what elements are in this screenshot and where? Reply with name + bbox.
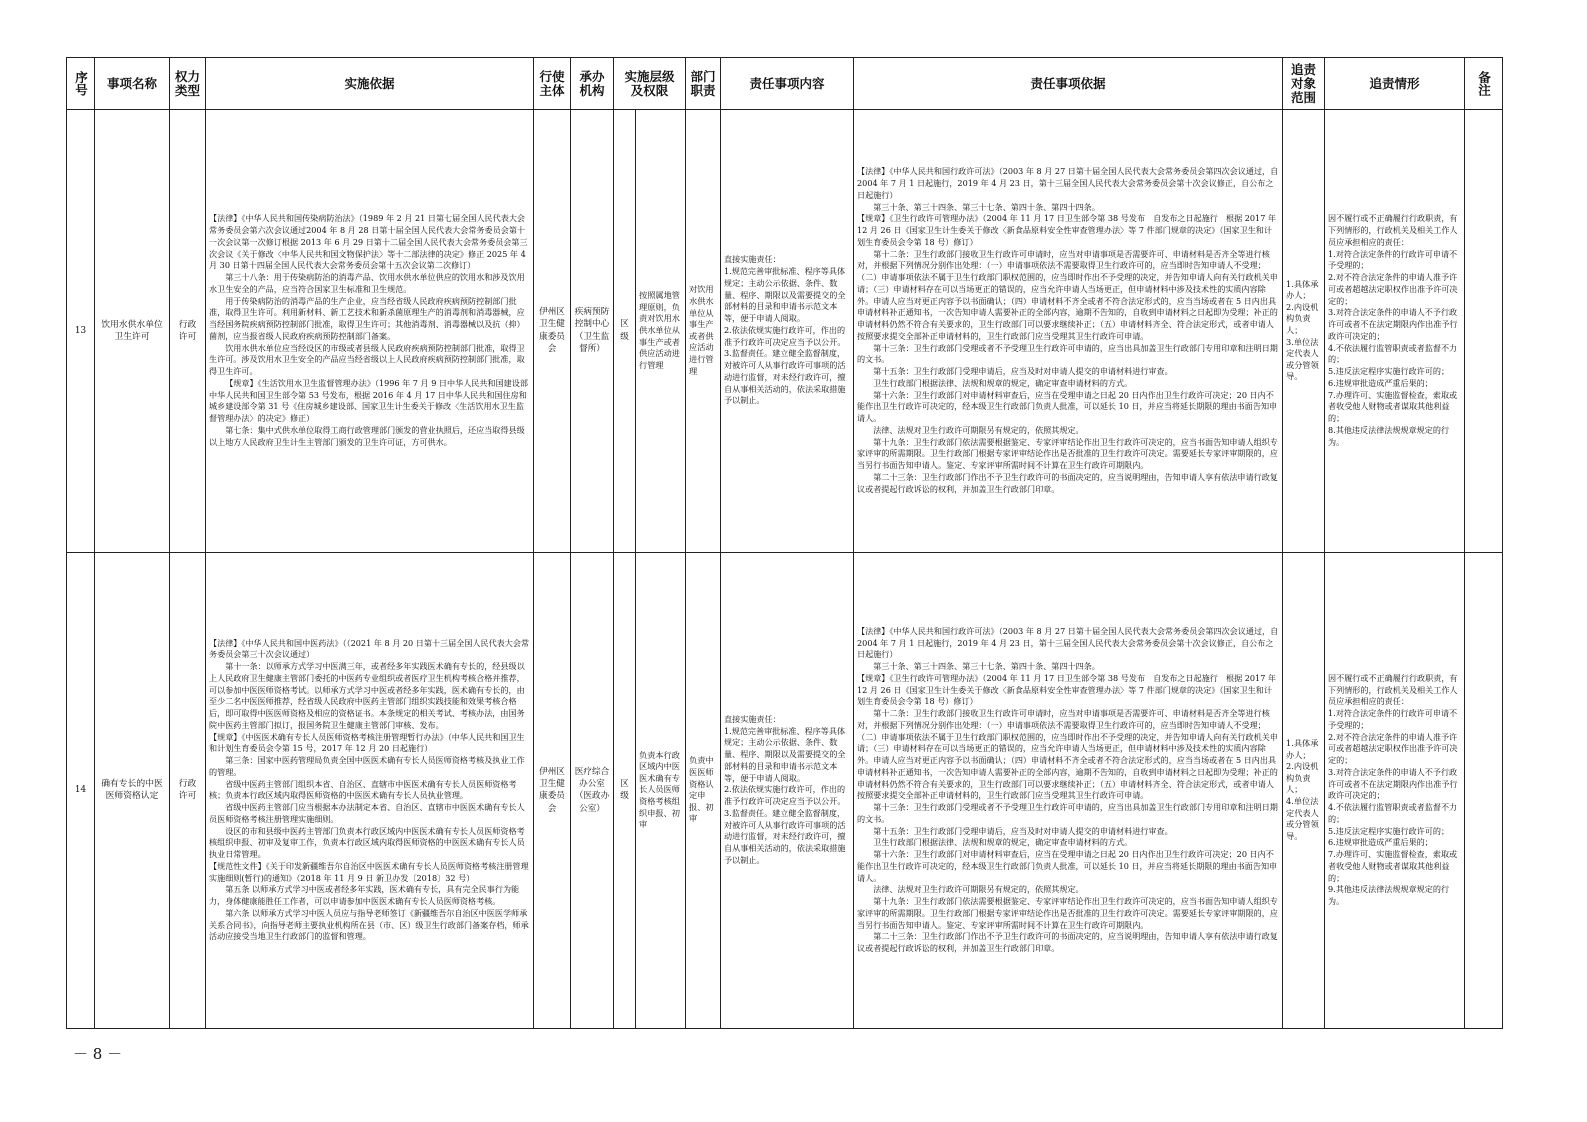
cell-duty: 对饮用水供水单位从事生产或者供应活动进行管理 bbox=[686, 110, 721, 552]
resp-basis-para: 第十九条：卫生行政部门依法需要根据鉴定、专家评审结论作出卫生行政许可决定的，应当书面告知申请人组织专家评审的所需期限。卫生行政部门根据专家评审结论作出是否批准的卫生行政许可决定。需要延长专家评审期限的，应当另行书面告知申请人。鉴定、专家评审所需时间不计算在卫生行政许可期限内。 bbox=[857, 896, 1278, 930]
situation-item: 4.不依法履行监管职责或者监督不力的； bbox=[1328, 342, 1458, 365]
scope-item: 3.单位法定代表人或分管领导。 bbox=[1286, 336, 1319, 382]
content-para: 直接实施责任： bbox=[724, 254, 781, 265]
content-para: 1.规范完善审批标准、程序等具体规定；主动公示依据、条件、数量、程序、期限以及需要提交的全部材料的目录和申请书示范文本等，便于申请人阅取。 bbox=[724, 725, 846, 783]
resp-basis-para: 第十二条：卫生行政部门接收卫生行政许可申请时，应当对申请事项是否需要许可、申请材料是否齐全等进行核对，并根据下列情况分别作出处理：（一）申请事项依法不需要取得卫生行政许可的，应当即时告知申请人不受理；（二）申请事项依法不属于卫生行政部门职权范围的，应当即时作出不予受理的决定，并告知申请人向有关行政机关申请；（三）申请材料存在可以当场更正的错误的，应当允许申请人当场更正，但申请材料中涉及技术性的实质内容除外。申请人应当对更正内容予以书面确认；（四）申请材料不齐全或者不符合法定形式的，应当当场或者在 5 日内出具申请材料补正通知书，一次告知申请人需要补正的全部内容，逾期不告知的，自收到申请材料之日起即为受理；补正的申请材料仍然不符合有关要求的，卫生行政部门可以要求继续补正；（五）申请材料齐全、符合法定形式，或者申请人按照要求提交全部补正申请材料的，卫生行政部门应当受理其卫生行政许可申请。 bbox=[857, 708, 1278, 801]
cell-level: 区级 bbox=[614, 110, 636, 552]
header-row bbox=[67, 58, 1503, 110]
cell-level: 区级 bbox=[614, 552, 636, 1029]
resp-basis-para: 第十九条：卫生行政部门依法需要根据鉴定、专家评审结论作出卫生行政许可决定的，应当书面告知申请人组织专家评审的所需期限。卫生行政部门根据专家评审结论作出是否批准的卫生行政许可决定。需要延长专家评审期限的，应当另行书面告知申请人。鉴定、专家评审所需时间不计算在卫生行政许可期限内。 bbox=[857, 436, 1278, 471]
table-row bbox=[67, 552, 1503, 1029]
cell-type: 行政许可 bbox=[170, 552, 206, 1029]
resp-basis-para: 第三十条、第三十四条、第三十七条、第四十条、第四十四条。 bbox=[873, 661, 1100, 671]
resp-basis-para: 第二十三条：卫生行政部门作出不予卫生行政许可的书面决定的，应当说明理由，告知申请人享有依法申请行政复议或者提起行政诉讼的权利，并加盖卫生行政部门印章。 bbox=[857, 931, 1278, 953]
content-para: 2.依法依规实施行政许可，作出的准予行政许可决定应当予以公开。 bbox=[724, 324, 846, 347]
resp-basis-para: 第十六条：卫生行政部门对申请材料审查后，应当在受理申请之日起 20 日内作出卫生行政许可决定；20 日内不能作出卫生行政许可决定的，经本级卫生行政部门负责人批准，可以延长 10 日，并应当将延长期限的理由书面告知申请人。 bbox=[857, 389, 1278, 424]
cell-org: 疾病预防控制中心（卫生监督所） bbox=[571, 110, 614, 552]
resp-basis-para: 卫生行政部门根据法律、法规和规章的规定，确定审查申请材料的方式。 bbox=[873, 377, 1133, 388]
content-para: 1.规范完善审批标准、程序等具体规定；主动公示依据、条件、数量、程序、期限以及需要提交的全部材料的目录和申请书示范文本等，便于申请人阅取。 bbox=[724, 266, 846, 324]
resp-basis-para: 第十五条：卫生行政部门受理申请后，应当及时对申请人提交的申请材料进行审查。 bbox=[873, 825, 1173, 836]
situation-item: 因不履行或不正确履行行政职责，有下列情形的，行政机关及相关工作人员应承担相应的责任： bbox=[1328, 672, 1458, 707]
basis-para: 【规章】《生活饮用水卫生监督管理办法》（1996 年 7 月 9 日中华人民共和国建设部 中华人民共和国卫生部令第 53 号发布，根据 2016 年 4 月 17 日中华人民共和国住房和城乡建设部令第 31 号《住房城乡建设部、国家卫生计生委关于修改〈生活饮用水卫生监督管理办法〉的决定》修正） bbox=[209, 377, 537, 424]
cell-basis bbox=[206, 110, 537, 552]
resp-basis-para: 第二十三条：卫生行政部门作出不予卫生行政许可的书面决定的，应当说明理由，告知申请人享有依法申请行政复议或者提起行政诉讼的权利，并加盖卫生行政部门印章。 bbox=[857, 471, 1278, 494]
table-row bbox=[67, 110, 1503, 552]
scope-item: 2.内设机构负责人； bbox=[1286, 761, 1319, 795]
cell-content bbox=[721, 552, 854, 1029]
cell-content bbox=[721, 110, 854, 552]
basis-para: 省级中医药主管部门应当根据本办法制定本省、自治区、直辖市中医医术确有专长人员医师资格考核注册管理实施细则。 bbox=[209, 802, 525, 824]
header-basis: 实施依据 bbox=[206, 58, 534, 110]
cell-name: 饮用水供水单位卫生许可 bbox=[95, 110, 170, 552]
situation-item: 6.违规审批造成严重后果的； bbox=[1328, 837, 1433, 848]
basis-para: 第七条：集中式供水单位取得工商行政管理部门颁发的营业执照后，还应当取得县级以上地方人民政府卫生计生主管部门颁发的卫生许可证，方可供水。 bbox=[209, 424, 525, 447]
resp-basis-para: 法律、法规对卫生行政许可期限另有规定的，依照其规定。 bbox=[873, 424, 1084, 435]
page-number: － 8 － bbox=[73, 1045, 123, 1063]
basis-para: 省级中医药主管部门组织本省、自治区、直辖市中医医术确有专长人员医师资格考核；负责本行政区域内取得医师资格的中医医术确有专长人员执业管理。 bbox=[209, 778, 517, 801]
cell-resp-basis bbox=[854, 552, 1283, 1029]
scope-item: 2.内设机构负责人； bbox=[1286, 301, 1319, 335]
content-para: 3.监督责任。建立健全监督制度，对被许可人从事行政许可事项的活动进行监督，对未经行政许可，擅自从事相关活动的，依法采取措施予以制止。 bbox=[724, 807, 846, 865]
basis-para: 【规范性文件】《关于印发新疆维吾尔自治区中医医术确有专长人员医师资格考核注册管理实施细则(暂行)的通知》（2018 年 11 月 9 日 新卫办发〔2018〕32 号） bbox=[209, 860, 529, 883]
cell-authority: 按照属地管理原则，负责对饮用水供水单位从事生产或者供应活动进行管理 bbox=[636, 110, 686, 552]
resp-basis-para: 第十五条：卫生行政部门受理申请后，应当及时对申请人提交的申请材料进行审查。 bbox=[873, 366, 1173, 377]
resp-basis-para: 第十三条：卫生行政部门受理或者不予受理卫生行政许可申请的，应当出具加盖卫生行政部门专用印章和注明日期的文书。 bbox=[857, 802, 1278, 824]
cell-situation bbox=[1325, 110, 1465, 552]
resp-basis-para: 第十六条：卫生行政部门对申请材料审查后，应当在受理申请之日起 20 日内作出卫生行政许可决定；20 日内不能作出卫生行政许可决定的，经本级卫生行政部门负责人批准，可以延长 10 日，并应当将延长期限的理由书面告知申请人。 bbox=[857, 849, 1278, 883]
situation-item: 9.其他违反法律法规规章规定的行为。 bbox=[1328, 884, 1450, 906]
resp-basis-para: 法律、法规对卫生行政许可期限另有规定的，依照其规定。 bbox=[873, 884, 1084, 895]
resp-basis-para: 卫生行政部门根据法律、法规和规章的规定，确定审查申请材料的方式。 bbox=[873, 837, 1133, 848]
basis-para: 【法律】《中华人民共和国传染病防治法》（1989 年 2 月 21 日第七届全国人民代表大会常务委员会第六次会议通过2004 年 8 月 28 日第十届全国人民代表大会常务委员会第十一次会议第一次修订根据 2013 年 6 月 29 日第十二届全国人民代表大会常务委员会第三次会议《关于修改〈中华人民共和国文物保护法〉等十二部法律的决定》修正 2025 年 4 月 30 日第十四届全国人民代表大会常务委员会第十五次会议第二次修订） bbox=[209, 213, 528, 271]
cell-scope bbox=[1283, 110, 1325, 552]
basis-para: 第六条 以师承方式学习中医人员应与指导老师签订《新疆维吾尔自治区中医医学师承关系合同书》，向指导老师主要执业机构所在县（市、区）级卫生行政部门备案存档，师承活动应接受当地卫生行政部门的监督和管理。 bbox=[209, 907, 529, 942]
resp-basis-para: 第十三条：卫生行政部门受理或者不予受理卫生行政许可申请的，应当出具加盖卫生行政部门专用印章和注明日期的文书。 bbox=[857, 342, 1278, 365]
header-situation: 追责情形 bbox=[1325, 58, 1465, 110]
cell-org: 医疗综合办公室（医政办公室） bbox=[571, 552, 614, 1029]
situation-item: 2.对不符合法定条件的申请人准予许可或者超越法定职权作出准予许可决定的； bbox=[1328, 272, 1458, 306]
scope-item: 4.单位法定代表人或分管领导。 bbox=[1286, 796, 1319, 841]
situation-item: 6.违规审批造成严重后果的； bbox=[1328, 377, 1433, 388]
resp-basis-para: 【规章】《卫生行政许可管理办法》（2004 年 11 月 17 日卫生部令第 38 号发布 自发布之日起施行 根据 2017 年 12 月 26 日《国家卫生计生委关于修改〈新食品原料安全性审查管理办法〉等 7 件部门规章的决定》（国家卫生和计划生育委员会令第 18 号）修订） bbox=[857, 672, 1277, 707]
situation-item: 7.办理许可、实施监督检查，索取或者收受他人财物或者谋取其他利益的； bbox=[1328, 849, 1458, 883]
header-level: 实施层级及权限 bbox=[614, 58, 686, 110]
scope-item: 1.具体承办人； bbox=[1286, 278, 1319, 301]
situation-item: 1.对符合法定条件的行政许可申请不予受理的； bbox=[1328, 248, 1458, 271]
cell-basis bbox=[206, 552, 534, 1029]
content-para: 2.依法依规实施行政许可，作出的准予行政许可决定应当予以公开。 bbox=[724, 784, 846, 807]
situation-item: 7.办理许可、实施监督检查，索取或者收受他人财物或者谋取其他利益的； bbox=[1328, 389, 1458, 424]
situation-item: 3.对符合法定条件的申请人不予行政许可或者不在法定期限内作出准予行政许可决定的； bbox=[1328, 766, 1458, 801]
cell-remark bbox=[1465, 110, 1503, 552]
basis-para: 第三十八条：用于传染病防治的消毒产品、饮用水供水单位供应的饮用水和涉及饮用水卫生安全的产品，应当符合国家卫生标准和卫生规范。 bbox=[209, 272, 525, 294]
basis-para: 饮用水供水单位应当经设区的市级或者县级人民政府疾病预防控制部门批准，取得卫生许可。涉及饮用水卫生安全的产品应当经省级以上人民政府疾病预防控制部门批准，取得卫生许可。 bbox=[209, 342, 525, 377]
cell-name: 确有专长的中医医师资格认定 bbox=[95, 552, 170, 1029]
basis-para: 第十一条：以师承方式学习中医满三年，或者经多年实践医术确有专长的，经县级以上人民政府卫生健康主管部门委托的中医药专业组织或者医疗卫生机构考核合格并推荐，可以参加中医医师资格考试。以师承方式学习中医或者经多年实践，医术确有专长的，由至少二名中医医师推荐，经省级人民政府中医药主管部门组织实践技能和效果考核合格后，即可取得中医医师资格及相应的资格证书。本条规定的相关考试、考核办法，由国务院中医药主管部门拟订，报国务院卫生健康主管部门审核、发布。 bbox=[209, 661, 525, 730]
cell-duty: 负责中医医师资格认定申报、初审 bbox=[686, 552, 721, 1029]
header-resp-basis: 责任事项依据 bbox=[854, 58, 1283, 110]
situation-item: 2.对不符合法定条件的申请人准予许可或者超越法定职权作出准予许可决定的； bbox=[1328, 731, 1458, 765]
header-seq: 序号 bbox=[67, 58, 95, 110]
basis-para: 用于传染病防治的消毒产品的生产企业，应当经省级人民政府疾病预防控制部门批准，取得卫生许可。利用新材料、新工艺技术和新杀菌原理生产的消毒剂和消毒器械，应当经国务院疾病预防控制部门批准，取得卫生许可；其他消毒剂、消毒器械以及抗（抑）菌剂，应当报省级人民政府疾病预防控制部门备案。 bbox=[209, 295, 525, 341]
content-para: 直接实施责任： bbox=[724, 713, 781, 724]
basis-para: 【法律】《中华人民共和国中医药法》（（2021 年 8 月 20 日第十三届全国人民代表大会常务委员会第三十次会议通过） bbox=[209, 637, 530, 660]
cell-situation bbox=[1325, 552, 1465, 1029]
situation-item: 4.不依法履行监管职责或者监督不力的； bbox=[1328, 802, 1458, 824]
content-para: 3.监督责任。建立健全监督制度，对被许可人从事行政许可事项的活动进行监督，对未经行政许可，擅自从事相关活动的，依法采取措施予以制止。 bbox=[724, 348, 846, 406]
cell-subject: 伊州区卫生健康委员会 bbox=[534, 552, 571, 1029]
cell-subject: 伊州区卫生健康委员会 bbox=[534, 110, 571, 552]
cell-type: 行政许可 bbox=[170, 110, 206, 552]
header-org: 承办机构 bbox=[571, 58, 614, 110]
basis-para: 设区的市和县级中医药主管部门负责本行政区域内中医医术确有专长人员医师资格考核组织申报、初审及复审工作，负责本行政区域内取得医师资格的中医医术确有专长人员执业日常管理。 bbox=[209, 825, 525, 859]
cell-scope bbox=[1283, 552, 1325, 1029]
situation-item: 1.对符合法定条件的行政许可申请不予受理的； bbox=[1328, 708, 1458, 730]
header-name: 事项名称 bbox=[95, 58, 170, 110]
situation-item: 5.违反法定程序实施行政许可的； bbox=[1328, 366, 1450, 377]
situation-item: 3.对符合法定条件的申请人不予行政许可或者不在法定期限内作出准予行政许可决定的； bbox=[1328, 307, 1458, 341]
scope-item: 1.具体承办人； bbox=[1286, 738, 1319, 760]
resp-basis-para: 【规章】《卫生行政许可管理办法》（2004 年 11 月 17 日卫生部令第 38 号发布 自发布之日起施行 根据 2017 年 12 月 26 日《国家卫生计生委关于修改〈新食品原料安全性审查管理办法〉等 7 件部门规章的决定》（国家卫生和计划生育委员会令第 18 号）修订） bbox=[857, 213, 1277, 247]
basis-para: 第五条 以师承方式学习中医或者经多年实践，医术确有专长，具有完全民事行为能力，身体健康能胜任工作者，可以申请参加中医医术确有专长人员医师资格考核。 bbox=[209, 884, 520, 906]
cell-resp-basis bbox=[854, 110, 1283, 552]
basis-para: 【规章】《中医医术确有专长人员医师资格考核注册管理暂行办法》（中华人民共和国卫生和计划生育委员会令第 15 号，2017 年 12 月 20 日起施行） bbox=[209, 731, 525, 754]
resp-basis-para: 第十二条：卫生行政部门接收卫生行政许可申请时，应当对申请事项是否需要许可、申请材料是否齐全等进行核对，并根据下列情况分别作出处理：（一）申请事项依法不需要取得卫生行政许可的，应当即时告知申请人不受理；（二）申请事项依法不属于卫生行政部门职权范围的，应当即时作出不予受理的决定，并告知申请人向有关行政机关申请；（三）申请材料存在可以当场更正的错误的，应当允许申请人当场更正，但申请材料中涉及技术性的实质内容除外。申请人应当对更正内容予以书面确认；（四）申请材料不齐全或者不符合法定形式的，应当当场或者在 5 日内出具申请材料补正通知书，一次告知申请人需要补正的全部内容，逾期不告知的，自收到申请材料之日起即为受理；补正的申请材料仍然不符合有关要求的，卫生行政部门可以要求继续补正；（五）申请材料齐全、符合法定形式，或者申请人按照要求提交全部补正申请材料的，卫生行政部门应当受理其卫生行政许可申请。 bbox=[857, 248, 1278, 341]
header-remark: 备注 bbox=[1465, 58, 1503, 110]
cell-seq: 14 bbox=[67, 552, 95, 1029]
header-subject: 行使主体 bbox=[534, 58, 571, 110]
header-scope: 追责对象范围 bbox=[1283, 58, 1325, 110]
situation-item: 因不履行或不正确履行行政职责，有下列情形的，行政机关及相关工作人员应承担相应的责任： bbox=[1328, 213, 1458, 247]
resp-basis-para: 第三十条、第三十四条、第三十七条、第四十条、第四十四条。 bbox=[873, 201, 1100, 212]
header-duty: 部门职责 bbox=[686, 58, 721, 110]
situation-item: 5.违反法定程序实施行政许可的； bbox=[1328, 825, 1450, 836]
basis-para: 第三条：国家中医药管理局负责全国中医医术确有专长人员医师资格考核及执业工作的管理。 bbox=[209, 755, 525, 777]
cell-authority: 负责本行政区域内中医医术确有专长人员医师资格考核组织申报、初审 bbox=[636, 552, 686, 1029]
cell-remark bbox=[1465, 552, 1503, 1029]
header-content: 责任事项内容 bbox=[721, 58, 854, 110]
cell-seq: 13 bbox=[67, 110, 95, 552]
header-type: 权力类型 bbox=[170, 58, 206, 110]
resp-basis-para: 【法律】《中华人民共和国行政许可法》（2003 年 8 月 27 日第十届全国人民代表大会常务委员会第四次会议通过，自 2004 年 7 月 1 日起施行，2019 年 4 月 23 日，第十三届全国人民代表大会常务委员会第十次会议修正，自公布之日起施行） bbox=[857, 625, 1279, 660]
responsibility-table bbox=[66, 57, 1503, 1029]
resp-basis-para: 【法律】《中华人民共和国行政许可法》（2003 年 8 月 27 日第十届全国人民代表大会常务委员会第四次会议通过，自 2004 年 7 月 1 日起施行，2019 年 4 月 23 日，第十三届全国人民代表大会常务委员会第十次会议修正，自公布之日起施行） bbox=[857, 166, 1279, 200]
situation-item: 8.其他违反法律法规规章规定的行为。 bbox=[1328, 424, 1450, 447]
